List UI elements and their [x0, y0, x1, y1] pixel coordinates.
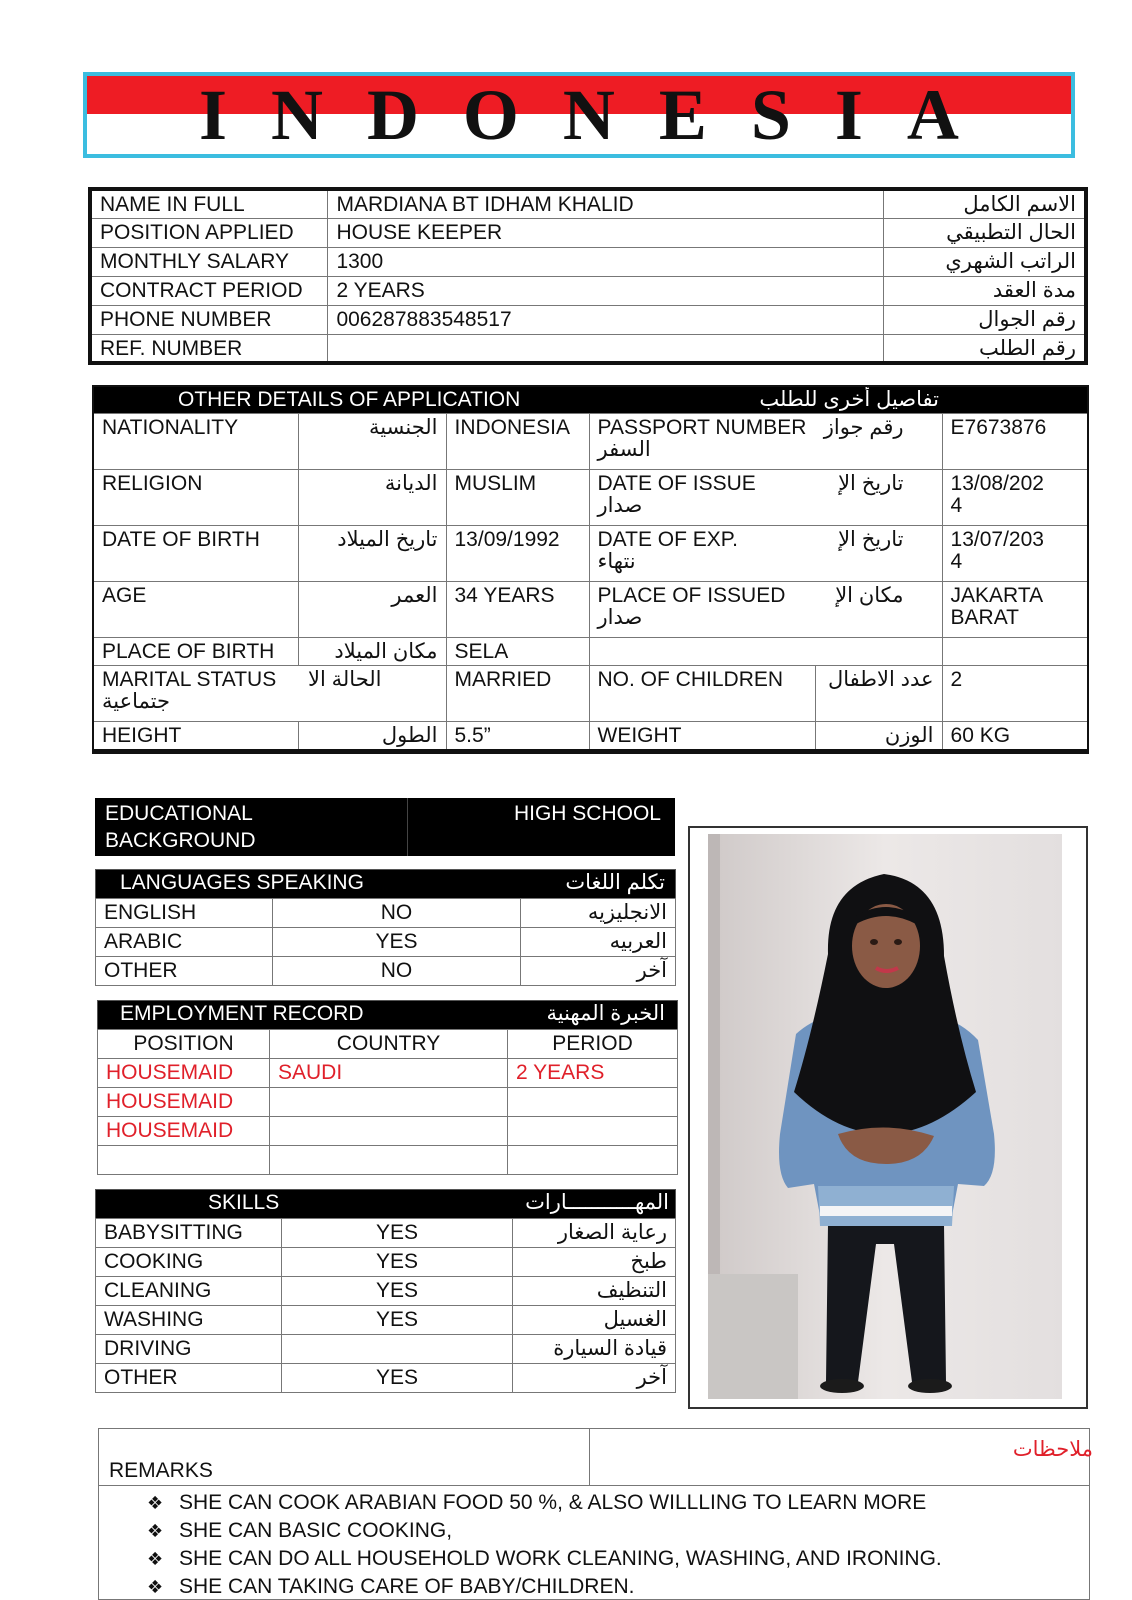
- remarks-list: [147, 1489, 942, 1600]
- field-label-ar: مكان الإ: [835, 584, 904, 607]
- field-value-line: 13/08/202: [950, 472, 1044, 495]
- employment-period: [508, 1088, 678, 1117]
- field-value: HOUSE KEEPER: [328, 218, 883, 247]
- employment-country: [270, 1146, 508, 1175]
- field-value: MUSLIM: [446, 470, 589, 526]
- list-item: [147, 1489, 942, 1517]
- column-header: POSITION: [98, 1030, 270, 1059]
- table-row: [96, 1306, 676, 1335]
- remark-text: SHE CAN DO ALL HOUSEHOLD WORK CLEANING, WASHING, AND IRONING.: [179, 1547, 942, 1570]
- field-label: CONTRACT PERIOD: [90, 276, 328, 305]
- field-label: NATIONALITY: [93, 414, 298, 470]
- field-value: 1300: [328, 247, 883, 276]
- employment-position: HOUSEMAID: [98, 1117, 270, 1146]
- table-row: [93, 414, 1088, 470]
- remark-text: SHE CAN TAKING CARE OF BABY/CHILDREN.: [179, 1575, 635, 1598]
- field-value-line: 4: [950, 494, 963, 517]
- table-header-row: [98, 1030, 678, 1059]
- empty-cell: [942, 638, 1088, 666]
- section-title: LANGUAGES SPEAKING: [120, 871, 364, 894]
- field-value: SELA: [446, 638, 589, 666]
- bullet-icon: ❖: [147, 1577, 164, 1597]
- field-label-ar: تاريخ الإ: [838, 528, 904, 551]
- skill-name: DRIVING: [96, 1335, 282, 1364]
- language-name: ARABIC: [96, 928, 273, 957]
- field-label-ar-cont: السفر: [597, 438, 651, 461]
- remark-text: SHE CAN COOK ARABIAN FOOD 50 %, & ALSO WILLLING TO LEARN MORE: [179, 1491, 927, 1514]
- field-label: DATE OF EXP.: [597, 528, 738, 551]
- field-value-line: BARAT: [950, 606, 1019, 629]
- field-label-ar: الاسم الكامل: [883, 189, 1086, 218]
- employment-period: [508, 1117, 678, 1146]
- banner-letter: N: [562, 74, 615, 155]
- employment-period: [508, 1146, 678, 1175]
- table-row: [93, 526, 1088, 582]
- field-label-pair: [93, 666, 446, 722]
- field-label-ar: رقم الطلب: [883, 334, 1086, 363]
- table-row: [96, 957, 676, 986]
- banner-letter: N: [270, 74, 323, 155]
- field-label-ar: مكان الميلاد: [298, 638, 446, 666]
- section-title-ar: تفاصيل أخرى للطلب: [759, 388, 940, 411]
- table-row: [96, 1364, 676, 1393]
- field-label-ar-cont: جتماعية: [102, 690, 170, 713]
- table-row: [93, 722, 1088, 752]
- field-label: AGE: [93, 582, 298, 638]
- table-row: [90, 305, 1086, 334]
- language-value: NO: [273, 957, 521, 986]
- table-row: [98, 1059, 678, 1088]
- employment-position: HOUSEMAID: [98, 1088, 270, 1117]
- skill-name: WASHING: [96, 1306, 282, 1335]
- banner-letter: E: [658, 74, 707, 155]
- remarks-title-ar: ملاحظات: [1012, 1438, 1093, 1461]
- table-row: [93, 666, 1088, 722]
- banner-title: [87, 76, 1071, 154]
- banner-letter: A: [906, 74, 959, 155]
- field-label: WEIGHT: [589, 722, 815, 752]
- field-label-ar-cont: صدار: [597, 606, 643, 629]
- banner-letter: I: [834, 74, 863, 155]
- employment-position: [98, 1146, 270, 1175]
- skill-value: YES: [282, 1219, 513, 1248]
- field-label: REF. NUMBER: [90, 334, 328, 363]
- field-value-line: JAKARTA: [950, 584, 1044, 607]
- language-name: OTHER: [96, 957, 273, 986]
- field-label: PLACE OF BIRTH: [93, 638, 298, 666]
- field-value: 2: [942, 666, 1088, 722]
- field-label-ar: مدة العقد: [883, 276, 1086, 305]
- field-label-ar: تاريخ الإ: [838, 472, 904, 495]
- remarks-title: REMARKS: [109, 1459, 213, 1482]
- field-value: [942, 470, 1088, 526]
- field-label-ar: الديانة: [298, 470, 446, 526]
- remarks-header: [99, 1429, 1089, 1486]
- section-header: [93, 386, 1088, 414]
- skill-name-ar: التنظيف: [513, 1277, 676, 1306]
- applicant-photo-illustration: [708, 834, 1062, 1399]
- language-name-ar: آخر: [521, 957, 676, 986]
- section-header: [98, 1001, 678, 1030]
- skill-name-ar: قيادة السيارة: [513, 1335, 676, 1364]
- skill-value: YES: [282, 1364, 513, 1393]
- field-value: [942, 526, 1088, 582]
- column-header: PERIOD: [508, 1030, 678, 1059]
- table-row: [90, 189, 1086, 218]
- bullet-icon: ❖: [147, 1493, 164, 1513]
- bullet-icon: ❖: [147, 1521, 164, 1541]
- field-value: 2 YEARS: [328, 276, 883, 305]
- field-value: MARRIED: [446, 666, 589, 722]
- language-name-ar: الانجليزيه: [521, 899, 676, 928]
- banner-letter: O: [462, 74, 519, 155]
- section-title-ar: المهـــــــــــارات: [525, 1191, 669, 1214]
- skill-name: OTHER: [96, 1364, 282, 1393]
- remark-text: SHE CAN BASIC COOKING,: [179, 1519, 453, 1542]
- employment-country: [270, 1088, 508, 1117]
- education-value: HIGH SCHOOL: [513, 802, 661, 825]
- section-title: SKILLS: [208, 1191, 280, 1214]
- section-title: EMPLOYMENT RECORD: [120, 1002, 364, 1025]
- table-row: [96, 1277, 676, 1306]
- field-label: PHONE NUMBER: [90, 305, 328, 334]
- field-label-ar: عدد الاطفال: [815, 666, 942, 722]
- table-row: [96, 1335, 676, 1364]
- field-value: 60 KG: [942, 722, 1088, 752]
- section-title-ar: الخبرة المهنية: [546, 1002, 666, 1025]
- table-row: [98, 1088, 678, 1117]
- education-label-line: EDUCATIONAL: [105, 802, 253, 825]
- section-header: [96, 870, 676, 899]
- field-label: RELIGION: [93, 470, 298, 526]
- field-label-ar: الجنسية: [298, 414, 446, 470]
- field-label-ar: رقم جواز: [823, 416, 904, 439]
- table-row: [93, 470, 1088, 526]
- list-item: [147, 1545, 942, 1573]
- field-label-ar-cont: نتهاء: [597, 550, 636, 573]
- field-label-pair: [589, 414, 942, 470]
- field-label-pair: [589, 582, 942, 638]
- field-label: PASSPORT NUMBER: [597, 416, 807, 439]
- field-label: HEIGHT: [93, 722, 298, 752]
- table-row: [96, 928, 676, 957]
- list-item: [147, 1573, 942, 1600]
- field-label-ar: الطول: [298, 722, 446, 752]
- bullet-icon: ❖: [147, 1549, 164, 1569]
- column-header: COUNTRY: [270, 1030, 508, 1059]
- skill-value: [282, 1335, 513, 1364]
- field-value: 34 YEARS: [446, 582, 589, 638]
- field-label: NAME IN FULL: [90, 189, 328, 218]
- empty-cell: [589, 638, 942, 666]
- field-label-ar: تاريخ الميلاد: [298, 526, 446, 582]
- table-row: [90, 334, 1086, 363]
- employment-country: SAUDI: [270, 1059, 508, 1088]
- skill-name-ar: آخر: [513, 1364, 676, 1393]
- field-label-ar: الراتب الشهري: [883, 247, 1086, 276]
- country-banner: [83, 72, 1075, 158]
- field-label-ar: الحال التطبيقي: [883, 218, 1086, 247]
- field-value: E7673876: [942, 414, 1088, 470]
- section-title: OTHER DETAILS OF APPLICATION: [178, 388, 521, 411]
- education-label: [105, 800, 405, 854]
- table-row: [98, 1117, 678, 1146]
- languages-table: [95, 869, 676, 986]
- skill-value: YES: [282, 1306, 513, 1335]
- education-block: [95, 798, 675, 856]
- field-value: MARDIANA BT IDHAM KHALID: [328, 189, 883, 218]
- language-name: ENGLISH: [96, 899, 273, 928]
- field-label: MARITAL STATUS: [102, 668, 277, 691]
- field-label: PLACE OF ISSUED: [597, 584, 786, 607]
- other-details-table: [92, 385, 1089, 754]
- field-value-line: 13/07/203: [950, 528, 1044, 551]
- education-label-line: BACKGROUND: [105, 829, 256, 852]
- field-label-ar-cont: صدار: [597, 494, 643, 517]
- section-header: [96, 1190, 676, 1219]
- field-value: [942, 582, 1088, 638]
- field-label-pair: [589, 526, 942, 582]
- field-value-line: 4: [950, 550, 963, 573]
- skill-value: YES: [282, 1248, 513, 1277]
- banner-letter: S: [750, 74, 791, 155]
- field-label-ar: العمر: [298, 582, 446, 638]
- field-label-ar: رقم الجوال: [883, 305, 1086, 334]
- language-name-ar: العربيه: [521, 928, 676, 957]
- personal-info-table: [88, 187, 1088, 365]
- table-row: [90, 218, 1086, 247]
- skill-name: CLEANING: [96, 1277, 282, 1306]
- language-value: YES: [273, 928, 521, 957]
- skill-name-ar: رعاية الصغار: [513, 1219, 676, 1248]
- skill-name-ar: الغسيل: [513, 1306, 676, 1335]
- field-label: DATE OF ISSUE: [597, 472, 756, 495]
- remarks-section: [98, 1428, 1093, 1600]
- skill-name: COOKING: [96, 1248, 282, 1277]
- field-value: [328, 334, 883, 363]
- field-label: DATE OF BIRTH: [93, 526, 298, 582]
- field-label: POSITION APPLIED: [90, 218, 328, 247]
- field-value: 006287883548517: [328, 305, 883, 334]
- skills-table: [95, 1189, 676, 1393]
- field-label: NO. OF CHILDREN: [589, 666, 815, 722]
- field-value: INDONESIA: [446, 414, 589, 470]
- banner-letter: I: [198, 74, 228, 155]
- employment-position: HOUSEMAID: [98, 1059, 270, 1088]
- field-label-pair: [589, 470, 942, 526]
- employment-period: 2 YEARS: [508, 1059, 678, 1088]
- table-row: [93, 582, 1088, 638]
- field-value: 13/09/1992: [446, 526, 589, 582]
- banner-letter: D: [366, 74, 419, 155]
- divider: [589, 1429, 590, 1486]
- table-row: [96, 1248, 676, 1277]
- employment-country: [270, 1117, 508, 1146]
- divider: [407, 798, 408, 856]
- table-row: [93, 638, 1088, 666]
- list-item: [147, 1517, 942, 1545]
- field-value: 5.5”: [446, 722, 589, 752]
- section-title-ar: تكلم اللغات: [565, 871, 666, 894]
- field-label: MONTHLY SALARY: [90, 247, 328, 276]
- applicant-photo: [708, 834, 1062, 1399]
- table-row: [90, 247, 1086, 276]
- table-row: [90, 276, 1086, 305]
- field-label-ar: الوزن: [815, 722, 942, 752]
- employment-table: [97, 1000, 678, 1175]
- skill-value: YES: [282, 1277, 513, 1306]
- language-value: NO: [273, 899, 521, 928]
- skill-name: BABYSITTING: [96, 1219, 282, 1248]
- skill-name-ar: طبخ: [513, 1248, 676, 1277]
- table-row: [96, 1219, 676, 1248]
- field-label-ar: الحالة الا: [308, 668, 382, 691]
- table-row: [96, 899, 676, 928]
- table-row: [98, 1146, 678, 1175]
